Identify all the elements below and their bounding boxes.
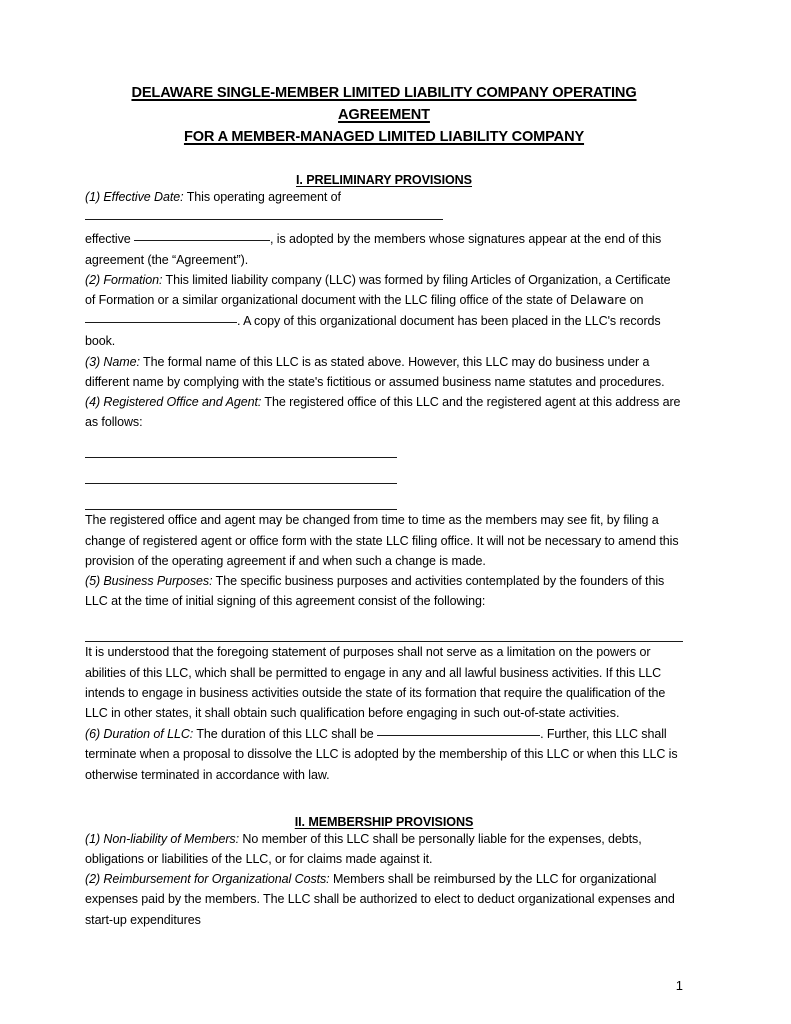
clause-registered-office-note: The registered office and agent may be changed from time to time as the members may see fit, by filing a change of registered agent or office form with the state LLC filing office. It will not be necessary to amend this provision of the operating agreement if and when such a change is made. xyxy=(85,513,679,568)
clause-business-purposes xyxy=(85,571,683,611)
clause-business-purposes-note: It is understood that the foregoing statement of purposes shall not serve as a limitation on the powers or abilities of this LLC, which shall be permitted to engage in any and all lawful business activities. If this LLC intends to engage in business activities outside the state of its formation that require the qualification of the LLC in other states, it shall obtain such qualification before engaging in such out-of-state activities. xyxy=(85,645,666,721)
clause-duration xyxy=(85,723,683,785)
document-content xyxy=(85,82,683,993)
document-title-line-2: FOR A MEMBER-MANAGED LIMITED LIABILITY COMPANY xyxy=(183,129,585,145)
section-heading-preliminary-provisions xyxy=(85,173,683,187)
clause-formation-text-1: This limited liability company (LLC) was formed by filing Articles of Organization, a Certificate of Formation or a similar organizational document with the LLC filing office of the state of xyxy=(85,272,671,308)
clause-formation-lead: (2) Formation: xyxy=(85,272,163,287)
section-heading-preliminary-provisions-text: I. PRELIMINARY PROVISIONS xyxy=(296,173,472,187)
clause-formation-text-3: . A copy of this organizational document has been placed in the LLC's records book. xyxy=(85,314,661,349)
blank-company-name[interactable] xyxy=(85,207,443,220)
document-title-line-1: DELAWARE SINGLE-MEMBER LIMITED LIABILITY COMPANY OPERATING AGREEMENT xyxy=(131,85,637,123)
clause-reimbursement xyxy=(85,869,683,930)
clause-effective-date-text-2: effective xyxy=(85,232,134,247)
clause-duration-lead: (6) Duration of LLC: xyxy=(85,727,194,742)
page-number: 1 xyxy=(675,978,683,993)
clause-effective-date-text-3: , is adopted by the members whose signatures appear at the end of this agreement (the “Agreement”). xyxy=(85,232,662,267)
clause-name-text: The formal name of this LLC is as stated above. However, this LLC may do business under a different name by complying with the state's fictitious or assumed business name statutes and procedures. xyxy=(85,354,665,389)
blank-line-registered-address-2[interactable] xyxy=(85,483,397,484)
clause-non-liability-text: No member of this LLC shall be personally liable for the expenses, debts, obligations or liabilities of the LLC, or for claims made against it. xyxy=(85,831,642,867)
clause-formation-text-2: on xyxy=(626,293,644,308)
clause-reimbursement-lead: (2) Reimbursement for Organizational Costs: xyxy=(85,872,330,887)
clause-registered-office xyxy=(85,392,683,432)
clause-business-purposes-text: The specific business purposes and activities contemplated by the founders of this LLC at the time of initial signing of this agreement consist of the following: xyxy=(85,574,665,609)
clause-effective-date xyxy=(85,187,683,270)
blank-effective-date[interactable] xyxy=(134,228,270,241)
document-title xyxy=(85,82,683,126)
clause-non-liability-lead: (1) Non-liability of Members: xyxy=(85,831,239,846)
clause-name xyxy=(85,352,683,392)
section-heading-membership-provisions xyxy=(85,815,683,829)
clause-duration-text-2: . Further, this LLC shall terminate when a proposal to dissolve the LLC is adopted by the membership of this LLC or when this LLC is otherwise terminated in accordance with law. xyxy=(85,727,678,782)
clause-business-purposes-lead: (5) Business Purposes: xyxy=(85,574,213,589)
clause-effective-date-text-1: This operating agreement of xyxy=(183,190,341,204)
clause-registered-office-text: The registered office of this LLC and the registered agent at this address are as follows: xyxy=(85,395,681,430)
clause-registered-office-lead: (4) Registered Office and Agent: xyxy=(85,395,262,410)
blank-line-registered-address-1[interactable] xyxy=(85,457,397,458)
clause-effective-date-lead: (1) Effective Date: xyxy=(85,190,184,204)
clause-formation xyxy=(85,270,683,352)
document-title-2 xyxy=(85,126,683,148)
section-heading-membership-provisions-text: II. MEMBERSHIP PROVISIONS xyxy=(294,814,474,829)
clause-reimbursement-text: Members shall be reimbursed by the LLC for organizational expenses paid by the members. The LLC shall be authorized to elect to deduct organizational expenses and start-up expenditures xyxy=(85,872,675,927)
state-name: Delaware xyxy=(569,293,627,308)
blank-duration-of-llc[interactable] xyxy=(377,723,540,736)
clause-non-liability xyxy=(85,829,683,869)
clause-duration-text-1: The duration of this LLC shall be xyxy=(193,727,378,742)
clause-name-lead: (3) Name: xyxy=(85,354,140,369)
blank-formation-date[interactable] xyxy=(85,310,237,323)
